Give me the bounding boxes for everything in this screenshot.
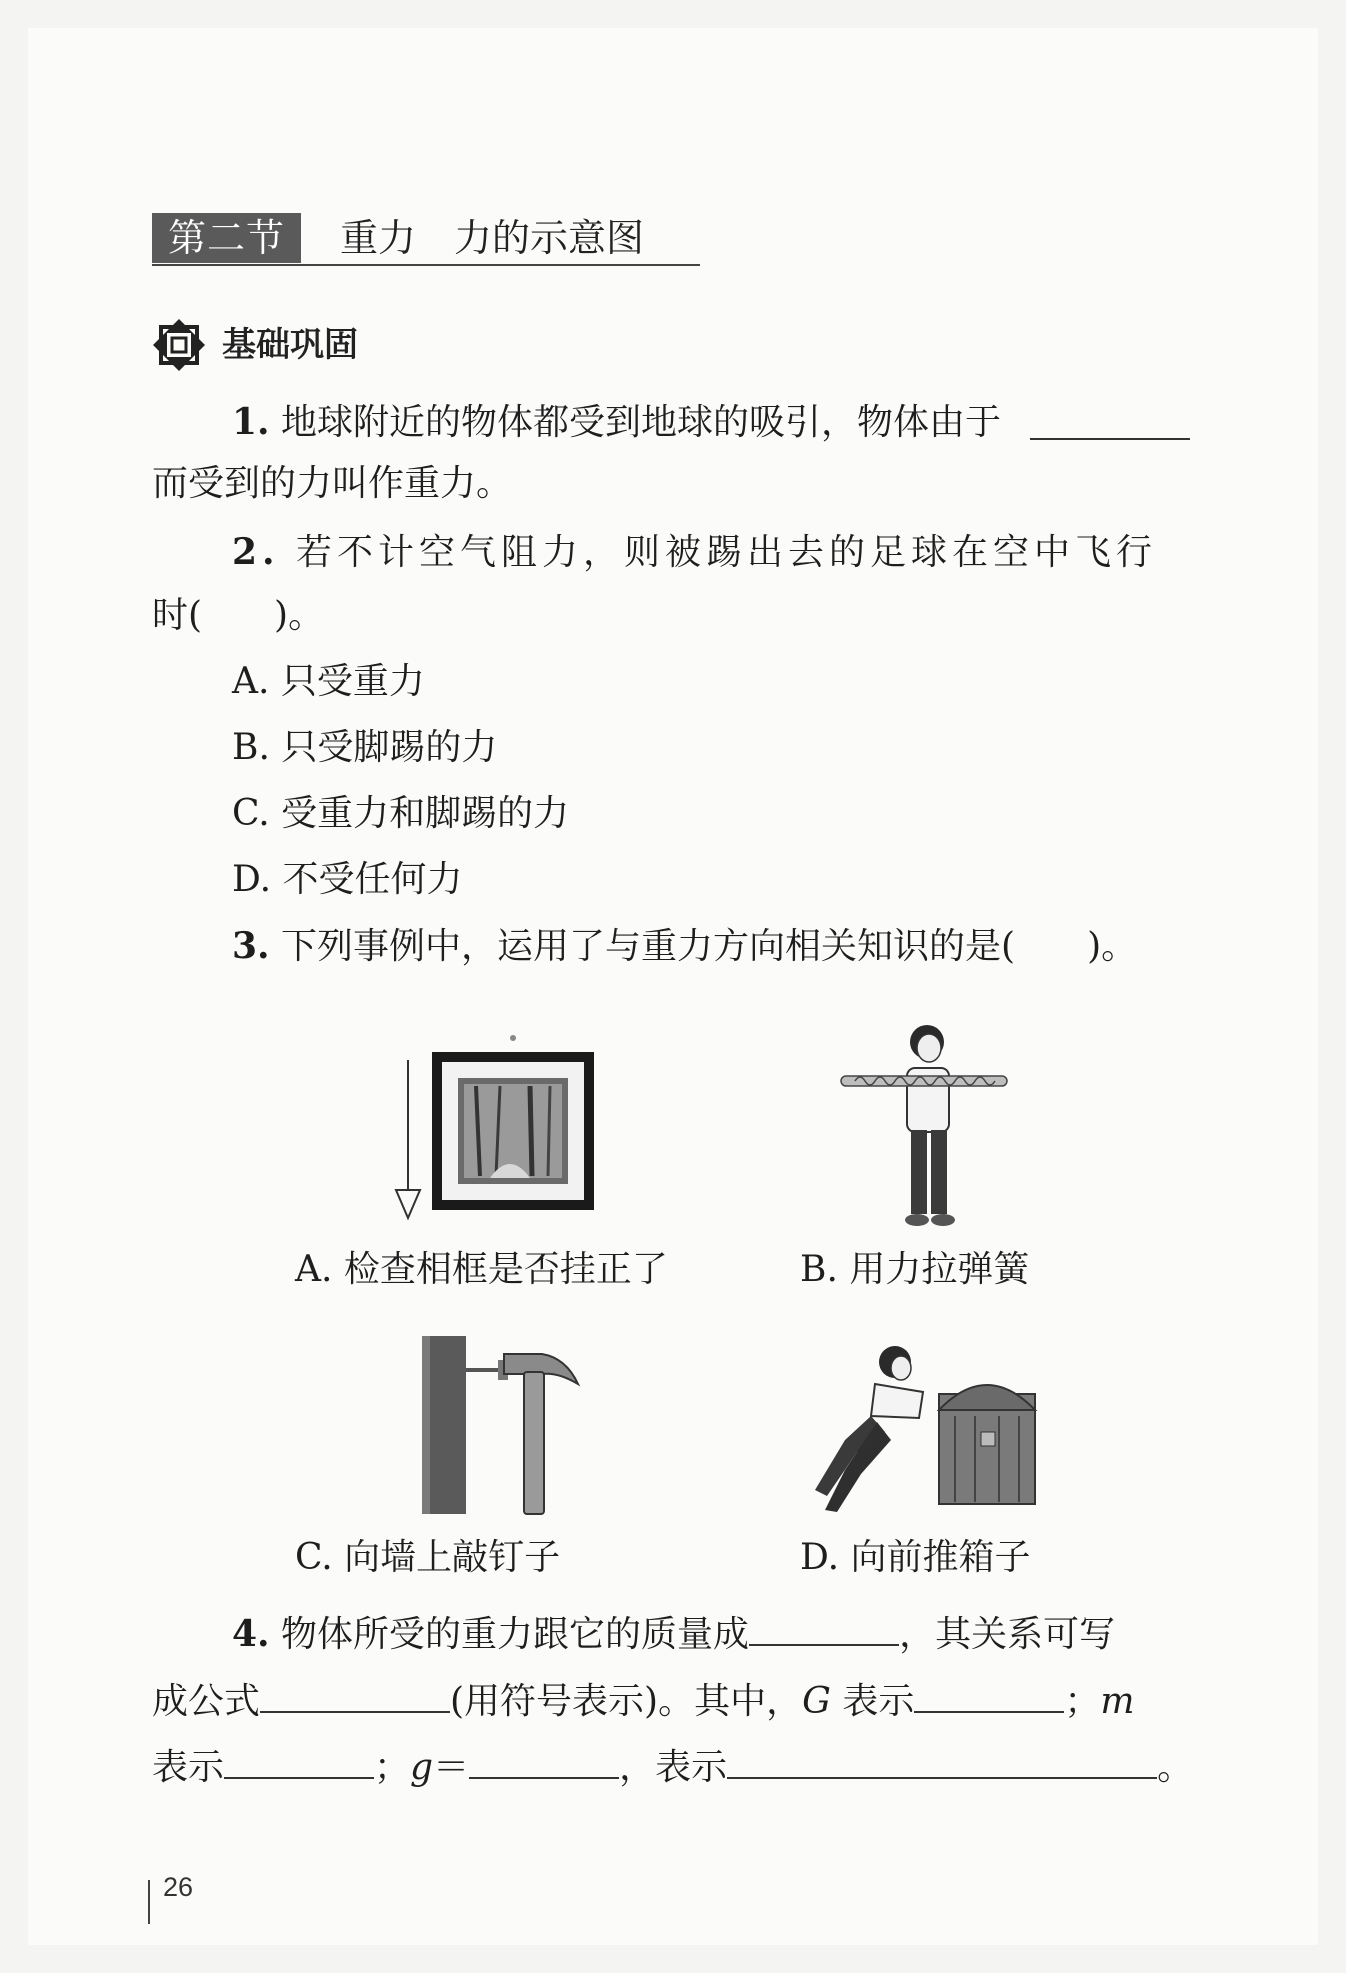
q2-option-c-text: 受重力和脚踢的力	[281, 793, 570, 834]
q3-caption-a: A. 检查相框是否挂正了	[295, 1249, 668, 1290]
q3-caption-b: B. 用力拉弹簧	[800, 1249, 1030, 1290]
q4-blank-G[interactable]	[914, 1681, 1064, 1713]
hammer-nail-wall-icon[interactable]	[420, 1336, 600, 1516]
q4-line-3	[152, 1746, 1193, 1790]
q4-number: 4.	[232, 1613, 270, 1655]
q2-option-c-label: C.	[232, 793, 270, 834]
q4-text-7: 表示	[152, 1747, 225, 1788]
boy-pushing-chest-icon[interactable]	[805, 1340, 1045, 1520]
q4-blank-proportion[interactable]	[749, 1614, 899, 1646]
q2-option-a-text: 只受重力	[280, 661, 425, 702]
page-number-divider	[148, 1880, 150, 1924]
q1-text-a: 地球附近的物体都受到地球的吸引，物体由于	[281, 402, 1002, 443]
q4-text-1: 物体所受的重力跟它的质量成	[281, 1614, 750, 1655]
plumb-line-picture-frame-icon[interactable]	[380, 1030, 600, 1230]
q4-text-10: ，表示	[619, 1747, 728, 1788]
q2-option-a[interactable]	[232, 660, 425, 704]
section-underline	[152, 264, 700, 266]
page-number: 26	[163, 1872, 194, 1902]
q2-option-a-label: A.	[232, 661, 270, 702]
q4-text-3: 成公式	[152, 1681, 261, 1722]
q4-text-11: 。	[1157, 1747, 1194, 1788]
page	[28, 28, 1318, 1945]
section-tag: 第二节	[152, 213, 301, 263]
q2-option-b-label: B.	[232, 727, 270, 768]
q3-line	[232, 924, 1137, 969]
q4-blank-g-value[interactable]	[469, 1747, 619, 1779]
subsection-title: 基础巩固	[222, 325, 358, 365]
q4-blank-m[interactable]	[224, 1747, 374, 1779]
q2-option-b[interactable]	[232, 726, 497, 770]
q4-symbol-m: m	[1100, 1681, 1135, 1722]
q2-option-d-label: D.	[232, 859, 272, 900]
q4-blank-g-meaning[interactable]	[727, 1747, 1157, 1779]
q2-option-d[interactable]	[232, 858, 463, 902]
q2-number: 2.	[232, 531, 280, 573]
q4-blank-formula[interactable]	[260, 1681, 450, 1713]
q4-text-5: 表示	[830, 1681, 915, 1722]
q4-text-6: ；	[1064, 1681, 1101, 1722]
q4-symbol-g: g	[410, 1747, 434, 1788]
diamond-badge-icon	[152, 318, 206, 372]
q4-line-2	[152, 1680, 1134, 1724]
section-title: 重力 力的示意图	[340, 216, 645, 260]
q1-blank[interactable]	[1030, 438, 1190, 440]
q2-option-b-text: 只受脚踢的力	[281, 727, 498, 768]
q4-text-4: (用符号表示)。其中，	[450, 1681, 803, 1722]
q2-text-b: 时( )。	[152, 595, 325, 636]
boy-stretching-spring-icon[interactable]	[835, 1020, 1015, 1240]
q4-line-1	[232, 1612, 1115, 1657]
q4-text-2: ，其关系可写	[899, 1614, 1116, 1655]
q3-text: 下列事例中，运用了与重力方向相关知识的是( )。	[281, 926, 1138, 967]
q1-text-b: 而受到的力叫作重力。	[152, 463, 513, 504]
q3-caption-d: D. 向前推箱子	[800, 1537, 1031, 1578]
q3-number: 3.	[232, 925, 270, 967]
q4-text-9: ＝	[433, 1747, 470, 1788]
q2-option-d-text: 不受任何力	[282, 859, 463, 900]
q2-option-c[interactable]	[232, 792, 569, 836]
q4-symbol-G: G	[802, 1681, 831, 1722]
q1-number: 1.	[232, 401, 270, 443]
q2-text-a: 若不计空气阻力，则被踢出去的足球在空中飞行	[296, 532, 1158, 573]
q3-caption-c: C. 向墙上敲钉子	[295, 1537, 561, 1578]
q1-line-1	[232, 400, 1001, 445]
q4-text-8: ；	[374, 1747, 411, 1788]
q2-line-1	[232, 530, 1157, 575]
